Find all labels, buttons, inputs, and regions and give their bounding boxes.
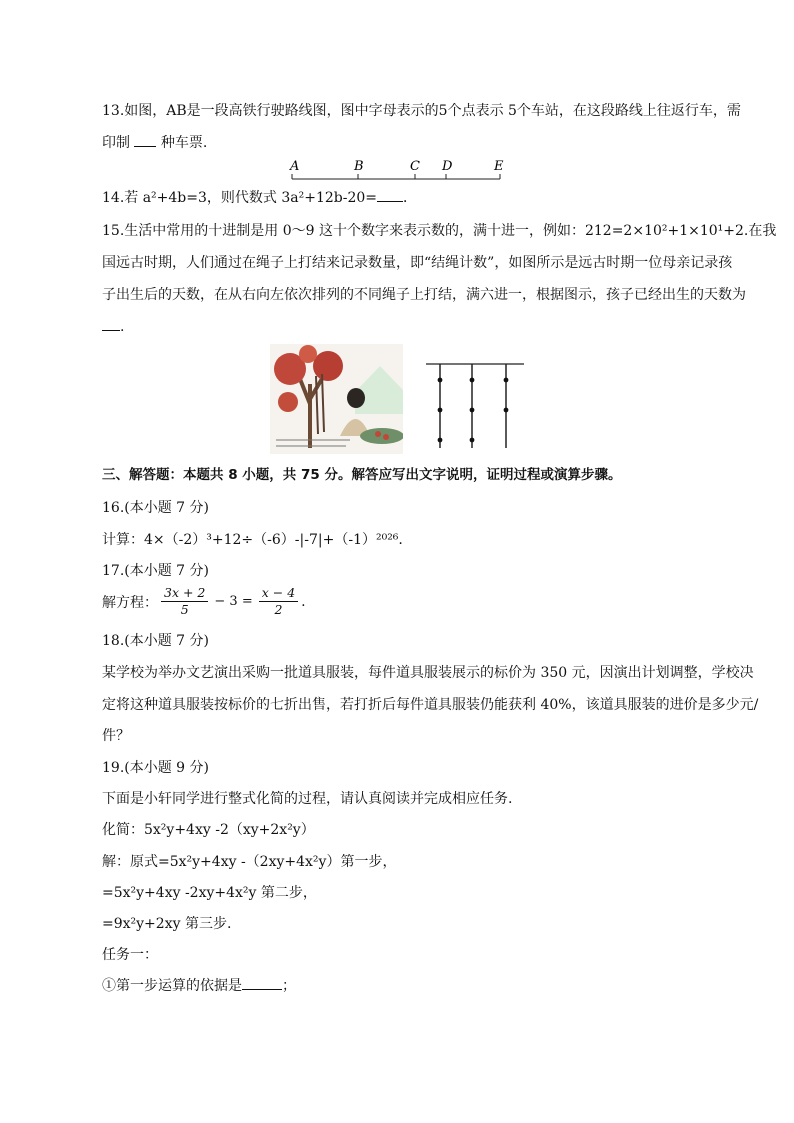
q19-task1 [102, 977, 296, 995]
q14-answer-blank[interactable] [377, 189, 403, 202]
q15-line1: 15.生活中常用的十进制是用 0～9 这十个数字来表示数的，满十进一，例如：212=2×10²+1×10¹+2.在我 [102, 223, 777, 239]
point-label-B: B [354, 159, 364, 174]
q17-lhs-fraction [161, 585, 208, 618]
q19-task1-blank[interactable] [242, 977, 282, 990]
point-label-C: C [410, 159, 420, 174]
q19-step2: =5x²y+4xy -2xy+4x²y 第二步， [102, 885, 317, 901]
point-label-D: D [442, 159, 453, 174]
q18-line3: 件？ [102, 728, 130, 744]
q18-head: 18.(本小题 7 分) [102, 633, 209, 649]
q13-line1: 13.如图，AB是一段高铁行驶路线图，图中字母表示的5个点表示 5个车站，在这段路线上往返行车，需 [102, 103, 741, 119]
q19-intro: 下面是小轩同学进行整式化简的过程，请认真阅读并完成相应任务. [102, 791, 513, 807]
q18-line1: 某学校为举办文艺演出采购一批道具服装，每件道具服装展示的标价为 350 元，因演出计划调整，学校决 [102, 665, 754, 681]
knot-counting-illustration [270, 344, 403, 454]
q13-line2 [102, 134, 207, 152]
knot [438, 408, 443, 413]
q16-head: 16.(本小题 7 分) [102, 500, 209, 516]
q17-label: 解方程： [102, 594, 158, 611]
knot [504, 408, 509, 413]
knot [438, 378, 443, 383]
q17-mid: − 3 = [214, 594, 253, 609]
q15-answer-blank[interactable] [102, 318, 120, 331]
q17-rhs-fraction [259, 585, 298, 618]
knot [470, 438, 475, 443]
q17-lhs-denominator: 5 [180, 602, 189, 617]
q19-step1: 解：原式=5x²y+4xy -（2xy+4x²y）第一步， [102, 854, 397, 870]
route-line-diagram [282, 157, 522, 187]
q19-step3: =9x²y+2xy 第三步. [102, 916, 232, 932]
q17-equation [102, 585, 306, 618]
q13-line2-pre: 印制 [102, 135, 135, 151]
q19-simplify: 化简：5x²y+4xy -2（xy+2x²y） [102, 822, 315, 838]
q19-task1-pre: ①第一步运算的依据是 [102, 978, 242, 994]
q17-rhs-denominator: 2 [274, 602, 283, 617]
knot [470, 408, 475, 413]
knot [504, 378, 509, 383]
q14-line [102, 189, 417, 207]
q15-line4 [102, 318, 124, 336]
knot [438, 438, 443, 443]
q19-task-heading: 任务一： [102, 947, 158, 963]
q17-lhs-numerator: 3x + 2 [161, 585, 208, 602]
q16-body: 计算：4×（-2）³+12÷（-6）-|-7|+（-1）²⁰²⁶. [102, 532, 403, 548]
knot [470, 378, 475, 383]
q17-rhs-numerator: x − 4 [259, 585, 298, 602]
q17-end: . [301, 593, 306, 610]
point-label-A: A [290, 159, 300, 174]
point-label-E: E [494, 159, 504, 174]
q13-line2-post: 种车票. [156, 135, 208, 151]
q15-line4-post: . [120, 319, 125, 335]
q15-line2: 国远古时期，人们通过在绳子上打结来记录数量，即“结绳计数”，如图所示是远古时期一位母亲记录孩 [102, 255, 733, 271]
q14-post: ． [403, 190, 418, 206]
q13-answer-blank[interactable] [134, 134, 156, 147]
knot-rope-diagram [422, 358, 532, 450]
q17-head: 17.(本小题 7 分) [102, 563, 209, 579]
q19-task1-post: ； [282, 978, 296, 994]
q15-line3: 子出生后的天数，在从右向左依次排列的不同绳子上打结，满六进一，根据图示，孩子已经出生的天数为 [102, 287, 746, 303]
section-3-heading: 三、解答题：本题共 8 小题，共 75 分。解答应写出文字说明，证明过程或演算步骤。 [102, 467, 622, 483]
q19-head: 19.(本小题 9 分) [102, 760, 209, 776]
q14-pre: 14.若 a²+4b=3，则代数式 3a²+12b-20= [102, 190, 378, 206]
q18-line2: 定将这种道具服装按标价的七折出售，若打折后每件道具服装仍能获利 40%，该道具服装的进价是多少元/ [102, 697, 759, 713]
